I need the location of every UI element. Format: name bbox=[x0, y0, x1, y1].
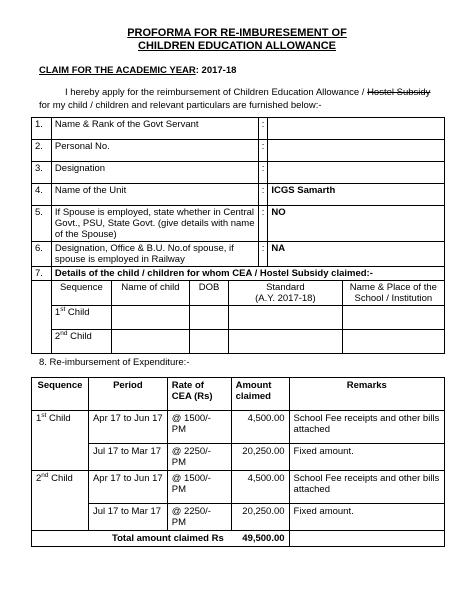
child-word: Child bbox=[46, 413, 71, 424]
form-title-line-1: PROFORMA FOR RE-IMBURESEMENT OF bbox=[127, 27, 347, 39]
exp-col-remarks: Remarks bbox=[289, 378, 444, 411]
child-number: 1 bbox=[54, 307, 61, 318]
exp-rate: @ 1500/- PM bbox=[167, 411, 231, 444]
row-value: ICGS Samarth bbox=[268, 184, 445, 206]
col-school: Name & Place of the School / Institution bbox=[342, 281, 444, 306]
particulars-row bbox=[32, 242, 445, 267]
row-label: If Spouse is employed, state whether in Central Govt., PSU, State Govt. (give details with name of the Spouse) bbox=[51, 206, 258, 242]
exp-col-period: Period bbox=[88, 378, 167, 411]
exp-period: Jul 17 to Mar 17 bbox=[88, 504, 167, 531]
expenditure-row bbox=[32, 411, 445, 444]
expenditure-header-row bbox=[32, 378, 445, 411]
exp-col-amount: Amount claimed bbox=[231, 378, 289, 411]
exp-period: Jul 17 to Mar 17 bbox=[88, 444, 167, 471]
claim-year-line bbox=[39, 65, 236, 76]
exp-amount: 4,500.00 bbox=[231, 411, 289, 444]
row-colon: : bbox=[258, 184, 268, 206]
exp-rate: @ 2250/- PM bbox=[167, 504, 231, 531]
child-number: 2 bbox=[54, 331, 61, 342]
row-colon: : bbox=[258, 162, 268, 184]
row-number: 3. bbox=[32, 162, 52, 184]
exp-col-sequence: Sequence bbox=[32, 378, 89, 411]
intro-paragraph bbox=[39, 87, 444, 112]
children-section-label: Details of the child / children for whom CEA / Hostel Subsidy claimed:- bbox=[51, 267, 444, 281]
exp-sequence bbox=[32, 411, 89, 444]
form-title-line-2: CHILDREN EDUCATION ALLOWANCE bbox=[138, 40, 336, 52]
row-label: Name & Rank of the Govt Servant bbox=[51, 118, 258, 140]
col-standard-sub: (A.Y. 2017-18) bbox=[255, 293, 316, 304]
exp-rate: @ 1500/- PM bbox=[167, 471, 231, 504]
particulars-row bbox=[32, 118, 445, 140]
claim-year: : 2017-18 bbox=[195, 65, 237, 76]
row-number: 4. bbox=[32, 184, 52, 206]
total-label: Total amount claimed Rs bbox=[112, 533, 224, 544]
child-row bbox=[32, 330, 445, 354]
total-cell bbox=[32, 531, 290, 547]
row-label: Personal No. bbox=[51, 140, 258, 162]
row-label: Designation bbox=[51, 162, 258, 184]
col-standard-label: Standard bbox=[266, 282, 305, 293]
row-number: 5. bbox=[32, 206, 52, 242]
row-number: 1. bbox=[32, 118, 52, 140]
particulars-row bbox=[32, 184, 445, 206]
row-number: 7. bbox=[32, 267, 52, 281]
exp-period: Apr 17 to Jun 17 bbox=[88, 411, 167, 444]
row-colon: : bbox=[258, 140, 268, 162]
col-sequence: Sequence bbox=[51, 281, 111, 306]
particulars-row bbox=[32, 162, 445, 184]
total-value: 49,500.00 bbox=[242, 533, 285, 544]
child-sequence bbox=[51, 306, 111, 330]
claim-label: CLAIM FOR THE ACADEMIC YEAR bbox=[39, 65, 196, 76]
child-ordinal: st bbox=[60, 305, 66, 313]
child-sequence bbox=[51, 330, 111, 354]
intro-text-1: I hereby apply for the reimbursement of Children Education Allowance / bbox=[65, 87, 368, 98]
row-colon: : bbox=[258, 242, 268, 267]
row-label: Designation, Office & B.U. No.of spouse, if spouse is employed in Railway bbox=[51, 242, 258, 267]
exp-remarks: Fixed amount. bbox=[289, 504, 444, 531]
particulars-table bbox=[31, 117, 445, 354]
children-column-headers bbox=[32, 281, 445, 306]
col-child-name: Name of child bbox=[111, 281, 189, 306]
expenditure-row bbox=[32, 471, 445, 504]
exp-amount: 20,250.00 bbox=[231, 444, 289, 471]
row-colon: : bbox=[258, 206, 268, 242]
child-ordinal: nd bbox=[60, 329, 68, 337]
child-ordinal: nd bbox=[41, 471, 49, 479]
particulars-row bbox=[32, 140, 445, 162]
row-value bbox=[268, 118, 445, 140]
child-word: Child bbox=[67, 331, 92, 342]
exp-remarks: School Fee receipts and other bills attached bbox=[289, 471, 444, 504]
row-value: NO bbox=[268, 206, 445, 242]
exp-remarks: Fixed amount. bbox=[289, 444, 444, 471]
exp-period: Apr 17 to Jun 17 bbox=[88, 471, 167, 504]
col-standard bbox=[229, 281, 343, 306]
row-colon: : bbox=[258, 118, 268, 140]
exp-sequence bbox=[32, 471, 89, 504]
row-value bbox=[268, 140, 445, 162]
intro-struck-text: Hostel Subsidy bbox=[367, 87, 431, 98]
expenditure-row bbox=[32, 504, 445, 531]
expenditure-table bbox=[31, 377, 445, 547]
row-number: 6. bbox=[32, 242, 52, 267]
total-row bbox=[32, 531, 445, 547]
exp-amount: 20,250.00 bbox=[231, 504, 289, 531]
child-ordinal: st bbox=[41, 411, 47, 419]
section-8-heading: 8. Re-imbursement of Expenditure:- bbox=[39, 357, 190, 368]
intro-text-2: for my child / children and relevant particulars are furnished below:- bbox=[39, 99, 322, 111]
row-label: Name of the Unit bbox=[51, 184, 258, 206]
row-value bbox=[268, 162, 445, 184]
child-number: 1 bbox=[36, 413, 42, 424]
expenditure-row bbox=[32, 444, 445, 471]
children-header-row bbox=[32, 267, 445, 281]
col-dob: DOB bbox=[190, 281, 229, 306]
child-word: Child bbox=[65, 307, 90, 318]
exp-rate: @ 2250/- PM bbox=[167, 444, 231, 471]
row-value: NA bbox=[268, 242, 445, 267]
particulars-row bbox=[32, 206, 445, 242]
child-word: Child bbox=[48, 473, 73, 484]
exp-col-rate: Rate of CEA (Rs) bbox=[167, 378, 231, 411]
child-number: 2 bbox=[36, 473, 42, 484]
exp-amount: 4,500.00 bbox=[231, 471, 289, 504]
child-row bbox=[32, 306, 445, 330]
row-number: 2. bbox=[32, 140, 52, 162]
exp-remarks: School Fee receipts and other bills attached bbox=[289, 411, 444, 444]
